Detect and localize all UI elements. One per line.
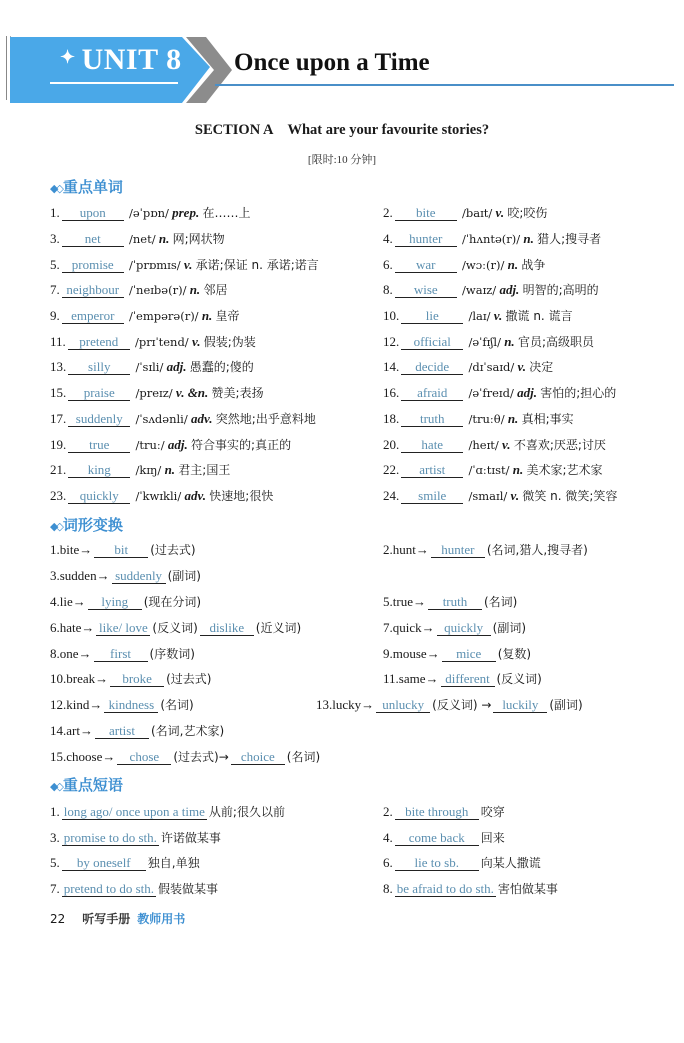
meaning: 独自,单独 [147, 856, 200, 870]
meaning: 假装做某事 [158, 882, 219, 896]
vocab-item [383, 410, 574, 428]
item-number: 17. [50, 411, 67, 426]
form-note: (近义词) [255, 621, 302, 635]
part-of-speech: n. [512, 462, 524, 477]
base-word: hunt→ [392, 542, 429, 557]
item-number: 1. [50, 804, 60, 819]
vocab-item [50, 281, 227, 299]
form-note: (过去式)→ [173, 750, 229, 764]
part-of-speech: v. &n. [175, 385, 209, 400]
form-note: (名词) [160, 698, 194, 712]
word-form-item [50, 593, 201, 611]
item-number: 2. [383, 804, 393, 819]
item-number: 11. [50, 334, 66, 349]
item-number: 15. [50, 385, 67, 400]
phrase-item [50, 803, 285, 821]
form-note: (名词) [286, 750, 321, 764]
answer-blank: dislike [200, 620, 254, 636]
answer-blank: bit [94, 542, 148, 558]
answer-blank: bite through [395, 804, 479, 820]
phrase-item [50, 880, 218, 898]
answer-blank: broke [110, 671, 164, 687]
word-form-item [50, 748, 320, 766]
vocab-item [383, 487, 617, 505]
vocab-item [50, 333, 256, 351]
part-of-speech: n. [189, 282, 201, 297]
answer-blank: lie to sb. [395, 855, 479, 871]
vocab-item [50, 410, 316, 428]
word-form-item [316, 696, 583, 714]
meaning: 决定 [529, 360, 554, 374]
phonetic: /kɪŋ/ [135, 463, 162, 477]
answer-blank: hate [401, 437, 463, 453]
base-word: choose→ [66, 749, 116, 764]
part-of-speech: n. [523, 231, 534, 246]
word-form-item [50, 722, 224, 740]
word-form-item [383, 645, 531, 663]
book-name: 听写手册 [82, 912, 131, 926]
item-number: 12. [383, 334, 400, 349]
item-number: 9. [50, 308, 60, 323]
answer-blank: king [68, 462, 130, 478]
item-number: 13. [316, 697, 333, 712]
item-number: 16. [383, 385, 400, 400]
part-of-speech: n. [201, 308, 213, 323]
base-word: hate→ [59, 620, 95, 635]
meaning: 真相;事实 [521, 412, 574, 426]
form-note: (副词) [167, 569, 201, 583]
meaning: 不喜欢;厌恶;讨厌 [513, 438, 606, 452]
answer-blank: upon [62, 205, 124, 221]
item-number: 7. [50, 282, 60, 297]
form-note: (副词) [549, 698, 583, 712]
answer-blank: smile [401, 488, 463, 504]
item-number: 14. [383, 359, 400, 374]
phonetic: /wɔː(r)/ [462, 258, 505, 272]
vocab-item [50, 204, 250, 222]
item-number: 20. [383, 437, 400, 452]
phonetic: /ˈɑːtɪst/ [468, 463, 510, 477]
meaning: 撒谎 n. 谎言 [505, 309, 573, 323]
phonetic: /baɪt/ [462, 206, 493, 220]
phrase-item [50, 829, 221, 847]
form-note: (现在分词) [143, 595, 202, 609]
diamond-icon: ◆◇ [50, 780, 61, 793]
form-note: (反义词) [152, 621, 198, 635]
phrases-section-title: ◆◇ 重点短语 [50, 776, 123, 794]
meaning: 官员;高级职员 [517, 335, 594, 349]
section-heading: SECTION A What are your favourite stories? [194, 122, 490, 138]
base-word: art→ [66, 723, 93, 738]
edition-tag: 教师用书 [137, 912, 186, 926]
item-number: 23. [50, 488, 67, 503]
answer-blank: hunter [395, 231, 457, 247]
item-number: 24. [383, 488, 400, 503]
answer-blank: suddenly [68, 411, 130, 427]
vocab-item [383, 204, 547, 222]
word-form-item [50, 541, 196, 559]
word-form-item [50, 696, 194, 714]
meaning: 向某人撒谎 [480, 856, 541, 870]
meaning: 赞美;表扬 [211, 386, 264, 400]
part-of-speech: v. [510, 488, 520, 503]
phonetic: /əˈfɪʃl/ [468, 335, 501, 349]
item-number: 15. [50, 749, 67, 764]
item-number: 14. [50, 723, 67, 738]
form-note: (复数) [497, 647, 532, 661]
word-form-item [383, 541, 588, 559]
form-note: (名词,艺术家) [150, 724, 225, 738]
vocab-item [50, 256, 319, 274]
phonetic: /ˈhʌntə(r)/ [462, 232, 521, 246]
phonetic: /smaɪl/ [468, 489, 508, 503]
item-number: 18. [383, 411, 400, 426]
part-of-speech: n. [507, 411, 519, 426]
answer-blank: promise to do sth. [63, 830, 157, 845]
item-number: 3. [50, 568, 60, 583]
meaning: 害怕的;担心的 [540, 386, 617, 400]
word-form-item [50, 567, 201, 585]
item-number: 10. [50, 671, 67, 686]
answer-blank: like/ love [96, 620, 150, 636]
word-form-item [50, 645, 195, 663]
word-form-item [50, 619, 301, 637]
base-word: true→ [392, 594, 426, 609]
item-number: 4. [50, 594, 60, 609]
answer-blank: hunter [431, 542, 485, 558]
vocab-item [383, 333, 594, 351]
base-word: bite→ [59, 542, 93, 557]
meaning: 快速地;很快 [209, 489, 274, 503]
meaning: 符合事实的;真正的 [191, 438, 292, 452]
answer-blank: official [401, 334, 463, 350]
answer-blank: artist [401, 462, 463, 478]
item-number: 12. [50, 697, 67, 712]
vocab-item [50, 384, 264, 402]
meaning: 网;网状物 [172, 232, 225, 246]
form-note: (序数词) [149, 647, 195, 661]
phonetic: /truː/ [135, 438, 165, 452]
time-limit: [限时:10 分钟] [307, 154, 377, 166]
answer-blank: quickly [68, 488, 130, 504]
meaning: 愚蠢的;傻的 [189, 360, 254, 374]
item-number: 8. [383, 282, 393, 297]
base-word: mouse→ [392, 646, 440, 661]
answer-blank: artist [95, 723, 149, 739]
item-number: 3. [50, 830, 60, 845]
vocab-item [383, 436, 606, 454]
phonetic: /heɪt/ [468, 438, 499, 452]
answer-blank: lying [88, 594, 142, 610]
part-of-speech: adv. [191, 411, 213, 426]
meaning: 咬穿 [480, 805, 505, 819]
vocab-section-title: ◆◇ 重点单词 [50, 178, 123, 196]
meaning: 明智的;高明的 [522, 283, 599, 297]
phonetic: /truːθ/ [468, 412, 505, 426]
item-number: 13. [50, 359, 67, 374]
form-note: (反义词) → [432, 698, 492, 712]
answer-blank: praise [68, 385, 130, 401]
answer-blank: decide [401, 359, 463, 375]
answer-blank: pretend [68, 334, 130, 350]
answer-blank: first [94, 646, 148, 662]
meaning: 猎人;搜寻者 [537, 232, 602, 246]
answer-blank: bite [395, 205, 457, 221]
vocab-item [383, 461, 603, 479]
item-number: 2. [383, 205, 393, 220]
star-icon: ✦ [60, 47, 76, 67]
answer-blank: truth [428, 594, 482, 610]
base-word: lucky→ [332, 697, 375, 712]
meaning: 邻居 [203, 283, 228, 297]
page-number: 22 [50, 912, 66, 926]
part-of-speech: adj. [499, 282, 520, 297]
part-of-speech: v. [495, 205, 505, 220]
item-number: 1. [50, 542, 60, 557]
item-number: 3. [50, 231, 60, 246]
vocab-item [383, 256, 545, 274]
vocab-item [50, 461, 230, 479]
answer-blank: choice [231, 749, 285, 765]
part-of-speech: n. [507, 257, 519, 272]
part-of-speech: n. [164, 462, 176, 477]
vocab-item [50, 487, 273, 505]
vocab-item [383, 358, 553, 376]
part-of-speech: v. [493, 308, 503, 323]
item-number: 7. [50, 881, 60, 896]
word-form-item [50, 670, 212, 688]
form-note: (过去式) [150, 543, 196, 557]
vocab-item [383, 281, 599, 299]
base-word: lie→ [59, 594, 86, 609]
unit-title: Once upon a Time [234, 49, 430, 76]
meaning: 战争 [521, 258, 546, 272]
item-number: 5. [383, 594, 393, 609]
vocab-item [50, 358, 254, 376]
forms-section-title: ◆◇ 词形变换 [50, 516, 123, 534]
form-note: (副词) [492, 621, 527, 635]
phonetic: /əˈpɒn/ [129, 206, 169, 220]
part-of-speech: v. [191, 334, 201, 349]
base-word: break→ [66, 671, 109, 686]
answer-blank: afraid [401, 385, 463, 401]
phrase-item [383, 854, 541, 872]
base-word: sudden→ [59, 568, 110, 583]
vocab-item [50, 307, 240, 325]
answer-blank: long ago/ once upon a time [63, 804, 205, 819]
phonetic: /ˈkwɪkli/ [135, 489, 182, 503]
phonetic: /prɪˈtend/ [135, 335, 189, 349]
diamond-icon: ◆◇ [50, 182, 61, 195]
base-word: kind→ [66, 697, 103, 712]
answer-blank: net [62, 231, 124, 247]
word-form-item [383, 593, 517, 611]
phrase-item [50, 854, 200, 872]
meaning: 微笑 n. 微笑;笑容 [522, 489, 618, 503]
diamond-icon: ◆◇ [50, 520, 61, 533]
answer-blank: unlucky [376, 697, 430, 713]
answer-blank: quickly [437, 620, 491, 636]
answer-blank: emperor [62, 308, 124, 324]
item-number: 5. [50, 855, 60, 870]
meaning: 在……上 [202, 206, 251, 220]
phrase-item [383, 803, 505, 821]
answer-blank: by oneself [62, 855, 146, 871]
form-note: (名词,猎人,搜寻者) [486, 543, 588, 557]
item-number: 4. [383, 231, 393, 246]
answer-blank: suddenly [112, 568, 166, 584]
answer-blank: promise [62, 257, 124, 273]
item-number: 9. [383, 646, 393, 661]
vocab-item [383, 307, 573, 325]
item-number: 6. [383, 257, 393, 272]
meaning: 皇帝 [215, 309, 240, 323]
vocab-item [383, 384, 616, 402]
part-of-speech: v. [502, 437, 511, 452]
meaning: 害怕做某事 [497, 882, 558, 896]
meaning: 承诺;保证 n. 承诺;诺言 [195, 258, 319, 272]
phonetic: /dɪˈsaɪd/ [468, 360, 515, 374]
base-word: same→ [398, 671, 439, 686]
phonetic: /preɪz/ [135, 386, 173, 400]
word-form-item [383, 670, 542, 688]
answer-blank: luckily [493, 697, 547, 713]
part-of-speech: adj. [517, 385, 537, 400]
phonetic: /ˈneɪbə(r)/ [129, 283, 187, 297]
part-of-speech: v. [517, 359, 527, 374]
phonetic: /ˈsʌdənli/ [135, 412, 188, 426]
vocab-item [50, 230, 225, 248]
item-number: 6. [50, 620, 60, 635]
phrase-item [383, 880, 558, 898]
unit-label: ✦ UNIT 8 [60, 43, 182, 76]
answer-blank: truth [401, 411, 463, 427]
vocab-item [50, 436, 291, 454]
item-number: 11. [383, 671, 399, 686]
answer-blank: be afraid to do sth. [396, 881, 494, 896]
item-number: 22. [383, 462, 400, 477]
answer-blank: mice [442, 646, 496, 662]
answer-blank: neighbour [62, 282, 124, 298]
item-number: 8. [383, 881, 393, 896]
page-footer [50, 910, 185, 927]
phonetic: /waɪz/ [462, 283, 497, 297]
answer-blank: come back [395, 830, 479, 846]
item-number: 2. [383, 542, 393, 557]
answer-blank: true [68, 437, 130, 453]
base-word: one→ [59, 646, 92, 661]
answer-blank: wise [395, 282, 457, 298]
vocab-item [383, 230, 601, 248]
phonetic: /ˈsɪli/ [135, 360, 164, 374]
base-word: quick→ [392, 620, 435, 635]
meaning: 突然地;出乎意料地 [215, 412, 316, 426]
answer-blank: lie [401, 308, 463, 324]
item-number: 10. [383, 308, 400, 323]
part-of-speech: v. [183, 257, 193, 272]
phonetic: /net/ [129, 232, 156, 246]
item-number: 21. [50, 462, 67, 477]
phonetic: /laɪ/ [468, 309, 491, 323]
part-of-speech: adv. [184, 488, 207, 503]
meaning: 许诺做某事 [160, 831, 221, 845]
phonetic: /əˈfreɪd/ [468, 386, 514, 400]
phonetic: /ˈempərə(r)/ [129, 309, 199, 323]
meaning: 咬;咬伤 [507, 206, 548, 220]
part-of-speech: adj. [166, 359, 187, 374]
answer-blank: different [441, 671, 495, 687]
form-note: (名词) [483, 595, 518, 609]
form-note: (反义词) [496, 672, 542, 686]
phonetic: /ˈprɒmɪs/ [129, 258, 181, 272]
form-note: (过去式) [166, 672, 212, 686]
answer-blank: war [395, 257, 457, 273]
item-number: 1. [50, 205, 60, 220]
item-number: 19. [50, 437, 67, 452]
answer-blank: kindness [104, 697, 158, 713]
phrase-item [383, 829, 505, 847]
part-of-speech: n. [158, 231, 170, 246]
word-form-item [383, 619, 526, 637]
part-of-speech: prep. [172, 205, 200, 220]
answer-blank: silly [68, 359, 130, 375]
meaning: 假装;伪装 [203, 335, 256, 349]
answer-blank: chose [117, 749, 171, 765]
unit-banner [10, 37, 684, 103]
part-of-speech: adj. [167, 437, 188, 452]
item-number: 5. [50, 257, 60, 272]
meaning: 回来 [480, 831, 505, 845]
meaning: 君主;国王 [178, 463, 231, 477]
item-number: 4. [383, 830, 393, 845]
item-number: 6. [383, 855, 393, 870]
item-number: 8. [50, 646, 60, 661]
item-number: 7. [383, 620, 393, 635]
meaning: 从前;很久以前 [208, 805, 285, 819]
meaning: 美术家;艺术家 [526, 463, 603, 477]
answer-blank: pretend to do sth. [63, 881, 155, 896]
part-of-speech: n. [504, 334, 515, 349]
